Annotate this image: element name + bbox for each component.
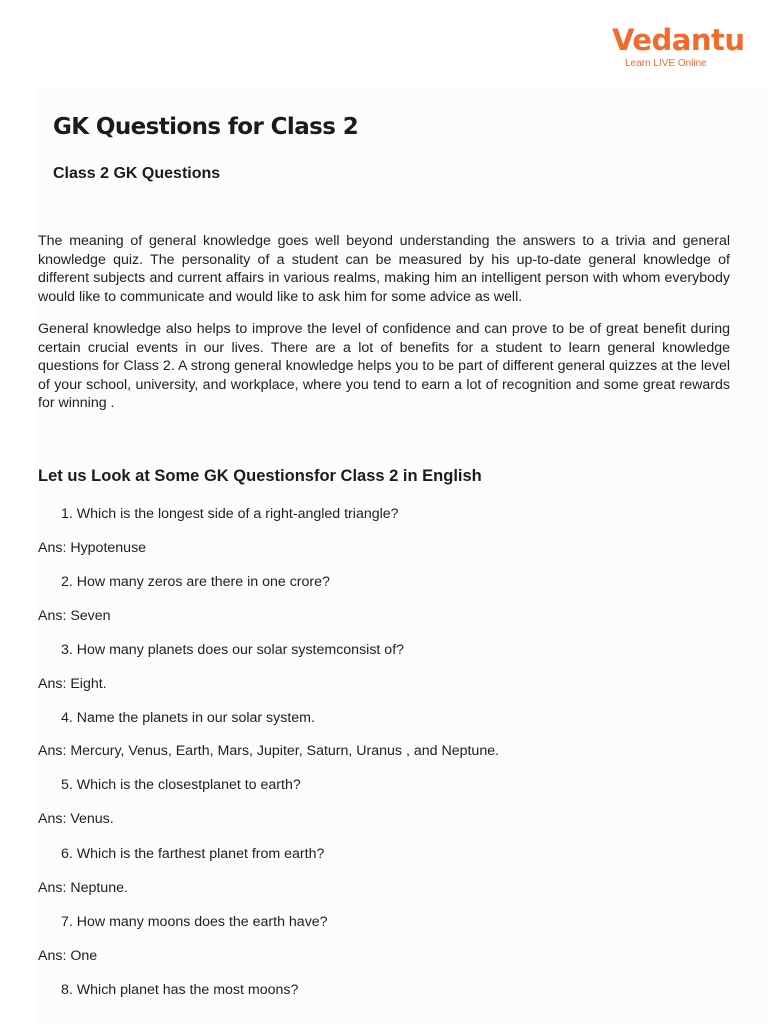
answer-5: Ans: Venus. bbox=[38, 811, 114, 827]
question-4: 4. Name the planets in our solar system. bbox=[61, 710, 315, 726]
answer-7: Ans: One bbox=[38, 948, 98, 964]
page-subtitle: Class 2 GK Questions bbox=[53, 165, 221, 182]
question-7: 7. How many moons does the earth have? bbox=[61, 914, 328, 930]
page-title: GK Questions for Class 2 bbox=[53, 114, 359, 140]
intro-paragraph-1: The meaning of general knowledge goes well beyond understanding the answers to a trivia and general knowledge quiz. The personality of a student can be measured by his up-to-date general knowledge of different subjects and current affairs in various realms, making him an intelligent person with whom everybody would like to communicate and would like to ask him for some advice as well. bbox=[38, 233, 730, 305]
question-1: 1. Which is the longest side of a right-angled triangle? bbox=[61, 506, 399, 522]
answer-6: Ans: Neptune. bbox=[38, 880, 128, 896]
question-5: 5. Which is the closestplanet to earth? bbox=[61, 777, 301, 793]
answer-1: Ans: Hypotenuse bbox=[38, 540, 147, 556]
answer-2: Ans: Seven bbox=[38, 608, 111, 624]
section-heading: Let us Look at Some GK Questionsfor Class 2 in English bbox=[38, 467, 482, 485]
question-6: 6. Which is the farthest planet from earth? bbox=[61, 846, 325, 862]
question-8: 8. Which planet has the most moons? bbox=[61, 982, 299, 998]
answer-4: Ans: Mercury, Venus, Earth, Mars, Jupiter, Saturn, Uranus , and Neptune. bbox=[38, 743, 500, 759]
intro-paragraph-2: General knowledge also helps to improve the level of confidence and can prove to be of great benefit during certain crucial events in our lives. There are a lot of benefits for a student to learn general knowledge questions for Class 2. A strong general knowledge helps you to be part of different general quizzes at the level of your school, university, and workplace, where you tend to earn a lot of recognition and some great rewards for winning . bbox=[38, 321, 730, 411]
question-3: 3. How many planets does our solar systemconsist of? bbox=[61, 642, 405, 658]
question-2: 2. How many zeros are there in one crore? bbox=[61, 574, 330, 590]
logo-tagline: Learn LIVE Online bbox=[625, 58, 707, 69]
answer-3: Ans: Eight. bbox=[38, 676, 107, 692]
logo-wordmark: Vedantu bbox=[612, 23, 745, 57]
